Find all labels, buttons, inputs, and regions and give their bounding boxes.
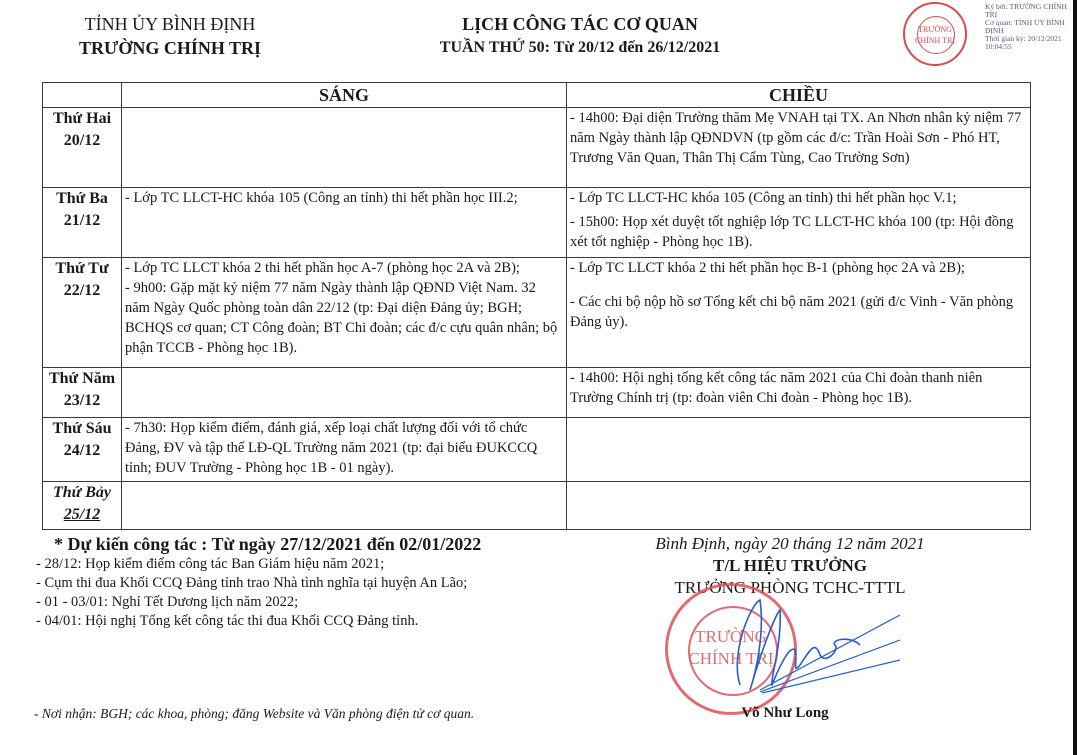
morning-cell: [122, 482, 567, 530]
signer-role-secondary: TRƯỞNG PHÒNG TCHC-TTTL: [674, 578, 906, 597]
page-edge-bar: [1073, 0, 1077, 755]
schedule-entry: - 9h00: Gặp mặt kỷ niệm 77 năm Ngày thành lập QĐND Việt Nam. 32 năm Ngày Quốc phòng toàn dân 22/12 (tp: Đại diện Đảng ủy; BGH; BCHQS cơ quan; CT Công đoàn; BT Chi đoàn; các đ/c cựu quân nhân; bộ phận TCCB - Phòng học 1B).: [125, 280, 558, 356]
day-cell: [43, 482, 122, 530]
day-date: 21/12: [63, 212, 101, 229]
digital-seal-icon: [903, 2, 967, 66]
day-date: 25/12: [63, 506, 101, 523]
schedule-entry: - 14h00: Đại diện Trường thăm Mẹ VNAH tại TX. An Nhơn nhân kỷ niệm 77 năm Ngày thành lập QĐNDVN (tp gồm các đ/c: Trần Hoài Sơn - Phó HT, Trương Văn Quan, Thân Thị Cẩm Tùng, Cao Trường Sơn): [570, 110, 1022, 166]
morning-cell: [122, 368, 567, 418]
day-date: 23/12: [63, 392, 101, 409]
table-row: [43, 108, 1031, 188]
morning-cell: [122, 188, 567, 258]
signed-by: Ký bởi: TRƯỜNG CHÍNH TRỊ: [985, 2, 1067, 19]
seal-text-line1: TRƯỜNG: [695, 627, 767, 646]
digital-seal-text: TRƯỜNG CHÍNH TRỊ: [914, 25, 956, 45]
day-name: Thứ Ba: [56, 190, 108, 207]
signer-name: Võ Như Long: [741, 705, 829, 721]
org-name: TRƯỜNG CHÍNH TRỊ: [78, 38, 262, 58]
table-header-row: [43, 83, 1031, 108]
upcoming-plan: [30, 533, 510, 631]
signing-agency: Cơ quan: TỈNH ỦY BÌNH ĐỊNH: [985, 18, 1065, 35]
column-header-morning: SÁNG: [122, 83, 567, 108]
schedule-entry: - 7h30: Họp kiểm điểm, đánh giá, xếp loại chất lượng đối với tổ chức Đảng, ĐV và tập thể LĐ-QL Trường năm 2021 (tp: đại biểu ĐUKCCQ tỉnh; ĐUV Trường - Phòng học 1B - 01 ngày).: [125, 420, 538, 476]
day-cell: [43, 188, 122, 258]
document-title: LỊCH CÔNG TÁC CƠ QUAN: [462, 14, 698, 34]
upcoming-item: - 01 - 03/01: Nghỉ Tết Dương lịch năm 2022;: [36, 594, 299, 610]
day-cell: [43, 108, 122, 188]
handwritten-signature-icon: [700, 595, 900, 705]
morning-cell: [122, 258, 567, 368]
digital-signature-info: [985, 3, 1077, 51]
afternoon-cell: [567, 482, 1031, 530]
day-name: Thứ Sáu: [52, 420, 112, 437]
schedule-entry: - Lớp TC LLCT-HC khóa 105 (Công an tỉnh) thi hết phần học V.1;: [570, 190, 957, 206]
afternoon-cell: [567, 188, 1031, 258]
upcoming-item: - Cụm thi đua Khối CCQ Đảng tỉnh trao Nhà tình nghĩa tại huyện An Lão;: [36, 575, 468, 591]
schedule-entry: - Lớp TC LLCT khóa 2 thi hết phần học A-7 (phòng học 2A và 2B);: [125, 260, 520, 276]
day-cell: [43, 258, 122, 368]
morning-cell: [122, 108, 567, 188]
table-row: [43, 188, 1031, 258]
table-row: [43, 418, 1031, 482]
org-parent: TỈNH ỦY BÌNH ĐỊNH: [84, 14, 256, 34]
org-header: [40, 12, 300, 60]
day-name: Thứ Hai: [52, 110, 112, 127]
upcoming-plan-title: * Dự kiến công tác : Từ ngày 27/12/2021 đến 02/01/2022: [54, 534, 482, 554]
day-date: 22/12: [63, 282, 101, 299]
afternoon-cell: [567, 368, 1031, 418]
table-row: [43, 368, 1031, 418]
schedule-entry: - 14h00: Hội nghị tổng kết công tác năm 2021 của Chi đoàn thanh niên Trường Chính trị (tp: đoàn viên Chi đoàn - Phòng học 1B).: [570, 370, 983, 406]
seal-text-line2: CHÍNH TRỊ: [688, 649, 774, 668]
day-name: Thứ Năm: [48, 370, 116, 387]
column-header-afternoon: CHIỀU: [567, 83, 1031, 108]
table-row: [43, 258, 1031, 368]
schedule-table: [42, 82, 1031, 530]
signing-time: Thời gian ký: 20/12/2021 10:04:55: [985, 34, 1062, 51]
schedule-entry: - Lớp TC LLCT khóa 2 thi hết phần học B-1 (phòng học 2A và 2B);: [570, 260, 965, 276]
schedule-entry: - 15h00: Họp xét duyệt tốt nghiệp lớp TC LLCT-HC khóa 100 (tp: Hội đồng xét tốt nghiệp - Phòng học 1B).: [570, 214, 1014, 250]
schedule-entry: - Các chi bộ nộp hồ sơ Tổng kết chi bộ năm 2021 (gửi đ/c Vinh - Văn phòng Đảng ủy).: [570, 294, 1014, 330]
week-range: TUẦN THỨ 50: Từ 20/12 đến 26/12/2021: [439, 39, 721, 56]
afternoon-cell: [567, 108, 1031, 188]
place-date: Bình Định, ngày 20 tháng 12 năm 2021: [655, 534, 925, 553]
table-row: [43, 482, 1031, 530]
upcoming-item: - 28/12: Họp kiểm điểm công tác Ban Giám hiệu năm 2021;: [36, 556, 385, 572]
document-title-block: [380, 12, 780, 60]
column-header-day: [43, 83, 122, 108]
day-name: Thứ Tư: [55, 260, 109, 277]
upcoming-item: - 04/01: Hội nghị Tổng kết công tác thi đua Khối CCQ Đảng tỉnh.: [36, 613, 419, 629]
signature-block: [620, 533, 960, 599]
signer-role-primary: T/L HIỆU TRƯỞNG: [713, 556, 867, 575]
afternoon-cell: [567, 258, 1031, 368]
morning-cell: [122, 418, 567, 482]
day-name: Thứ Bảy: [52, 484, 112, 501]
afternoon-cell: [567, 418, 1031, 482]
day-cell: [43, 418, 122, 482]
day-date: 20/12: [63, 132, 101, 149]
recipients-note: - Nơi nhận: BGH; các khoa, phòng; đăng Website và Văn phòng điện tử cơ quan.: [34, 706, 475, 721]
schedule-entry: - Lớp TC LLCT-HC khóa 105 (Công an tỉnh) thi hết phần học III.2;: [125, 190, 518, 206]
day-date: 24/12: [63, 442, 101, 459]
day-cell: [43, 368, 122, 418]
